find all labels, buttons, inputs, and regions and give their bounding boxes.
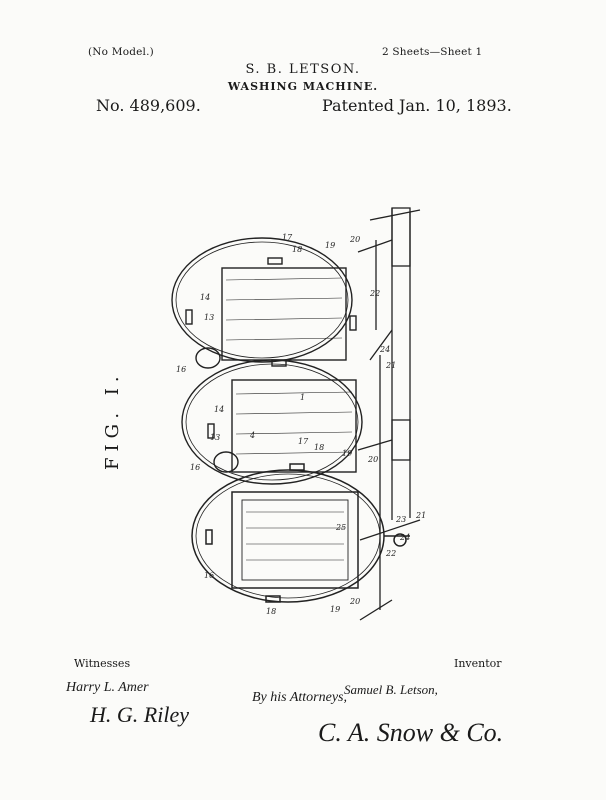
svg-text:24: 24 (400, 533, 411, 542)
svg-text:18: 18 (266, 607, 277, 616)
drum-bottom (192, 464, 410, 602)
svg-text:14: 14 (214, 405, 225, 414)
sheet-info: 2 Sheets—Sheet 1 (382, 46, 483, 58)
svg-text:25: 25 (336, 523, 347, 532)
inventor-name: S. B. LETSON. (245, 62, 361, 77)
attorney-signature: C. A. Snow & Co. (318, 718, 504, 747)
svg-text:22: 22 (386, 549, 397, 558)
svg-text:20: 20 (368, 455, 379, 464)
svg-text:17: 17 (298, 437, 309, 446)
svg-text:1: 1 (300, 393, 306, 402)
witness-1-signature: Harry L. Amer (66, 680, 149, 695)
svg-text:20: 20 (350, 235, 361, 244)
svg-text:19: 19 (330, 605, 341, 614)
svg-text:18: 18 (314, 443, 325, 452)
figure-label: FIG. I. (102, 370, 123, 470)
inventor-signature: Samuel B. Letson, (344, 682, 438, 697)
invention-title: WASHING MACHINE. (227, 80, 379, 93)
svg-text:24: 24 (380, 345, 391, 354)
svg-text:22: 22 (370, 289, 381, 298)
inventor-label: Inventor (454, 657, 502, 670)
svg-text:13: 13 (210, 433, 221, 442)
svg-text:16: 16 (190, 463, 201, 472)
svg-text:17: 17 (282, 233, 293, 242)
drum-top (172, 238, 356, 368)
svg-text:19: 19 (325, 241, 336, 250)
drum-middle (182, 360, 362, 484)
svg-text:14: 14 (200, 293, 211, 302)
svg-text:13: 13 (204, 313, 215, 322)
svg-text:4: 4 (250, 431, 256, 440)
witnesses-label: Witnesses (74, 657, 131, 670)
svg-text:23: 23 (396, 515, 407, 524)
svg-text:19: 19 (342, 449, 353, 458)
svg-text:16: 16 (176, 365, 187, 374)
by-attorneys-label: By his Attorneys, (252, 690, 348, 705)
patent-number: No. 489,609. (96, 96, 201, 115)
svg-text:21: 21 (386, 361, 397, 370)
svg-text:20: 20 (350, 597, 361, 606)
svg-text:18: 18 (292, 245, 303, 254)
svg-text:16: 16 (204, 571, 215, 580)
patent-date: Patented Jan. 10, 1893. (322, 96, 512, 115)
model-note: (No Model.) (88, 46, 154, 58)
witness-2-signature: H. G. Riley (90, 702, 189, 727)
svg-text:21: 21 (416, 511, 427, 520)
